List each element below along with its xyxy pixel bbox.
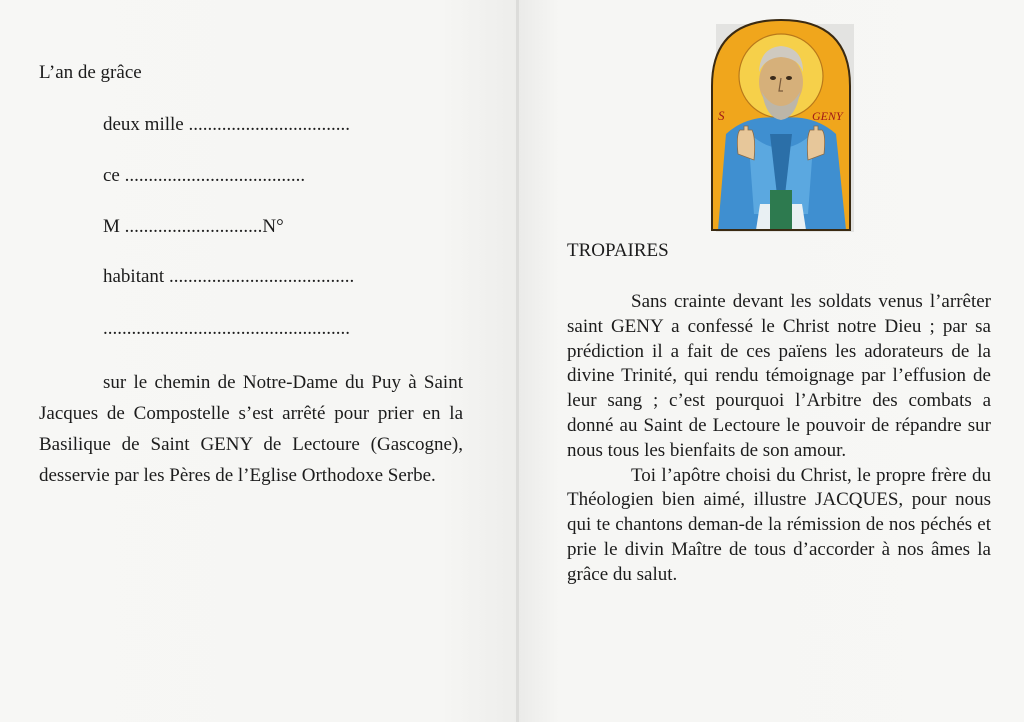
icon-inscription-left: S — [718, 108, 725, 123]
pilgrim-text: sur le chemin de Notre-Dame du Puy à Saint Jacques de Compostelle s’est arrêté pour prier en la Basilique de Saint GENY de Lectoure (Gascogne), desservie par les Pères de l’Eglise Orthodoxe Serbe. — [39, 372, 463, 486]
form-line-year-label: L’an de grâce — [39, 62, 142, 83]
pilgrim-paragraph — [39, 367, 463, 491]
form-line-year: deux mille .................................. — [103, 114, 350, 135]
form-line-residence: habitant ....................................... — [103, 266, 355, 287]
icon-inscription-right: GENY — [812, 109, 843, 123]
section-heading: TROPAIRES — [567, 240, 669, 261]
troparion-paragraph-1: Sans crainte devant les soldats venus l’arrêter saint GENY a confessé le Christ notre Dieu ; par sa prédiction il a fait de ces païens les adorateurs de la divine Trinité, qui rendu témoignage par l’effusion de leur sang ; c’est pourquoi l’Arbitre des combats a donné au Saint de Lectoure le pouvoir de répandre sur nous tous les bienfaits de son amour. — [567, 291, 991, 461]
form-line-date: ce ...................................... — [103, 165, 306, 186]
form-line-blank: .................................................... — [103, 318, 350, 339]
saint-geny-icon — [708, 14, 854, 232]
form-line-name: M .............................N° — [103, 216, 284, 237]
troparion-text — [567, 290, 991, 588]
troparion-paragraph-2: Toi l’apôtre choisi du Christ, le propre frère du Théologien bien aimé, illustre JACQUES, pour nous qui te chantons deman-de la rémission de nos péchés et prie le divin Maître de tous d’accorder à nos âmes la grâce du salut. — [567, 464, 991, 585]
